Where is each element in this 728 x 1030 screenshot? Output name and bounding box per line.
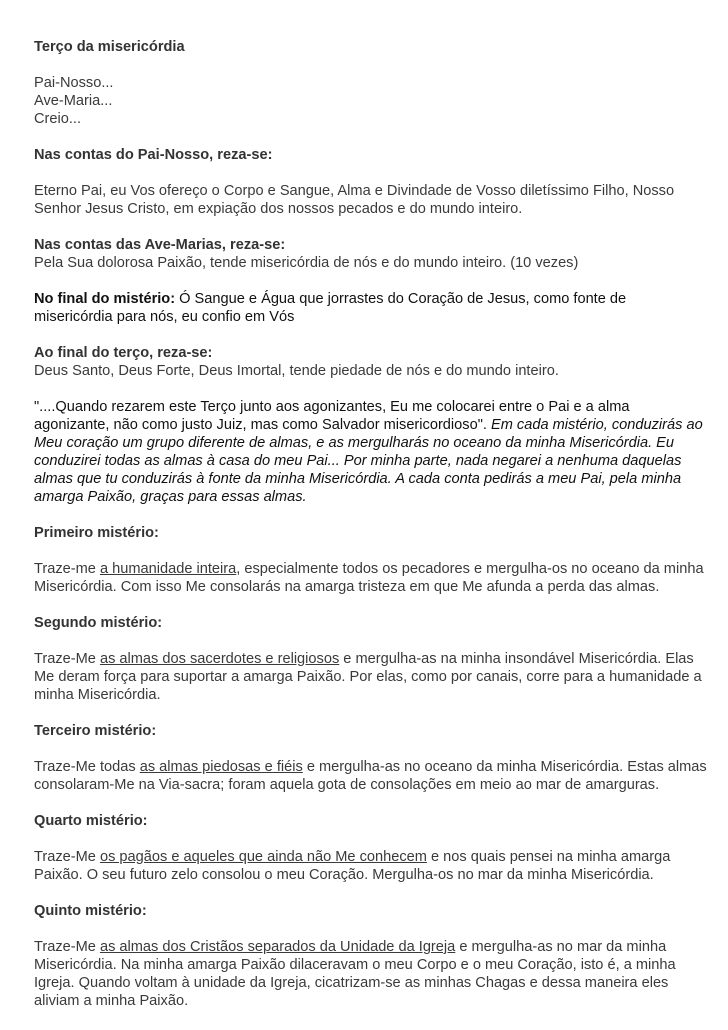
final-misterio-label: No final do mistério: <box>34 291 176 307</box>
final-misterio-section <box>34 290 708 326</box>
quote-paragraph <box>34 398 708 506</box>
mystery-quinto <box>34 902 708 1010</box>
mystery-text <box>34 758 708 794</box>
mystery-heading: Segundo mistério: <box>34 615 163 631</box>
mystery-text-start: Traze-Me todas <box>34 759 140 775</box>
mystery-text-start: Traze-Me <box>34 651 100 667</box>
mystery-link[interactable]: as almas piedosas e fiéis <box>139 759 303 775</box>
mystery-text-end: e mergulha-as no oceano da minha Misericórdia. Estas almas consolaram-Me na Via-sacra; foram aquela gota de consolações em meio ao mar de amarguras. <box>34 759 707 793</box>
mystery-text-start: Traze-Me <box>34 939 100 955</box>
quote-normal: "....Quando rezarem este Terço junto aos agonizantes, Eu me colocarei entre o Pai e a alma agonizante, não como justo Juiz, mas como Salvador misericordioso". <box>34 399 630 433</box>
mystery-text <box>34 560 708 596</box>
quote-italic: Em cada mistério, conduzirás ao Meu coração um grupo diferente de almas, e as mergulharás no oceano da minha Misericórdia. Eu conduzirei todas as almas à casa do meu Pai... Por minha parte, nada negarei a nenhuma daquelas almas que tu conduzirás à fonte da minha Misericórdia. A cada conta pedirás a meu Pai, pela minha amarga Paixão, graças para essas almas. <box>34 417 703 505</box>
ave-maria-heading: Nas contas das Ave-Marias, reza-se: <box>34 237 286 253</box>
mystery-text-start: Traze-me <box>34 561 100 577</box>
pai-nosso-heading: Nas contas do Pai-Nosso, reza-se: <box>34 147 273 163</box>
pai-nosso-text: Eterno Pai, eu Vos ofereço o Corpo e Sangue, Alma e Divindade de Vosso diletíssimo Filho, Nosso Senhor Jesus Cristo, em expiação dos nossos pecados e do mundo inteiro. <box>34 183 675 217</box>
mystery-link[interactable]: os pagãos e aqueles que ainda não Me conhecem <box>99 849 427 865</box>
mystery-heading: Primeiro mistério: <box>34 525 159 541</box>
intro-prayer-pai-nosso: Pai-Nosso... <box>34 75 114 91</box>
mystery-heading: Quarto mistério: <box>34 813 148 829</box>
final-misterio-text: Ó Sangue e Água que jorrastes do Coração de Jesus, como fonte de misericórdia para nós, eu confio em Vós <box>34 291 627 325</box>
mystery-link[interactable]: a humanidade inteira <box>99 561 237 577</box>
document-title: Terço da misericórdia <box>34 39 185 55</box>
intro-prayers <box>34 74 708 128</box>
ave-maria-section <box>34 236 708 272</box>
final-terco-heading: Ao final do terço, reza-se: <box>34 345 213 361</box>
mystery-segundo <box>34 614 708 704</box>
final-terco-section <box>34 344 708 380</box>
mystery-text-end: e mergulha-as na minha insondável Misericórdia. Elas Me deram força para suportar a amarga Paixão. Por elas, como por canais, corre para a humanidade a minha Misericórdia. <box>34 651 702 703</box>
mystery-quarto <box>34 812 708 884</box>
intro-prayer-ave-maria: Ave-Maria... <box>34 93 113 109</box>
mystery-link[interactable]: as almas dos Cristãos separados da Unidade da Igreja <box>99 939 456 955</box>
ave-maria-text: Pela Sua dolorosa Paixão, tende misericórdia de nós e do mundo inteiro. (10 vezes) <box>34 255 579 271</box>
mystery-terceiro <box>34 722 708 794</box>
mystery-heading: Terceiro mistério: <box>34 723 157 739</box>
intro-prayer-creio: Creio... <box>34 111 82 127</box>
mystery-text <box>34 650 708 704</box>
mystery-link[interactable]: as almas dos sacerdotes e religiosos <box>99 651 340 667</box>
final-terco-text: Deus Santo, Deus Forte, Deus Imortal, tende piedade de nós e do mundo inteiro. <box>34 363 559 379</box>
mystery-text-end: , especialmente todos os pecadores e mergulha-os no oceano da minha Misericórdia. Com isso Me consolarás na amarga tristeza em que Me afunda a perda das almas. <box>34 561 704 595</box>
mystery-text-end: e nos quais pensei na minha amarga Paixão. O seu futuro zelo consolou o meu Coração. Mergulha-os no mar da minha Misericórdia. <box>34 849 671 883</box>
mystery-text-start: Traze-Me <box>34 849 100 865</box>
mystery-text <box>34 848 708 884</box>
mystery-primeiro <box>34 524 708 596</box>
mystery-text <box>34 938 708 1010</box>
mystery-text-end: e mergulha-as no mar da minha Misericórdia. Na minha amarga Paixão dilaceravam o meu Corpo e o meu Coração, isto é, a minha Igreja. Quando voltam à unidade da Igreja, cicatrizam-se as minhas Chagas e dessa maneira eles aliviam a minha Paixão. <box>34 939 676 1009</box>
mystery-heading: Quinto mistério: <box>34 903 147 919</box>
